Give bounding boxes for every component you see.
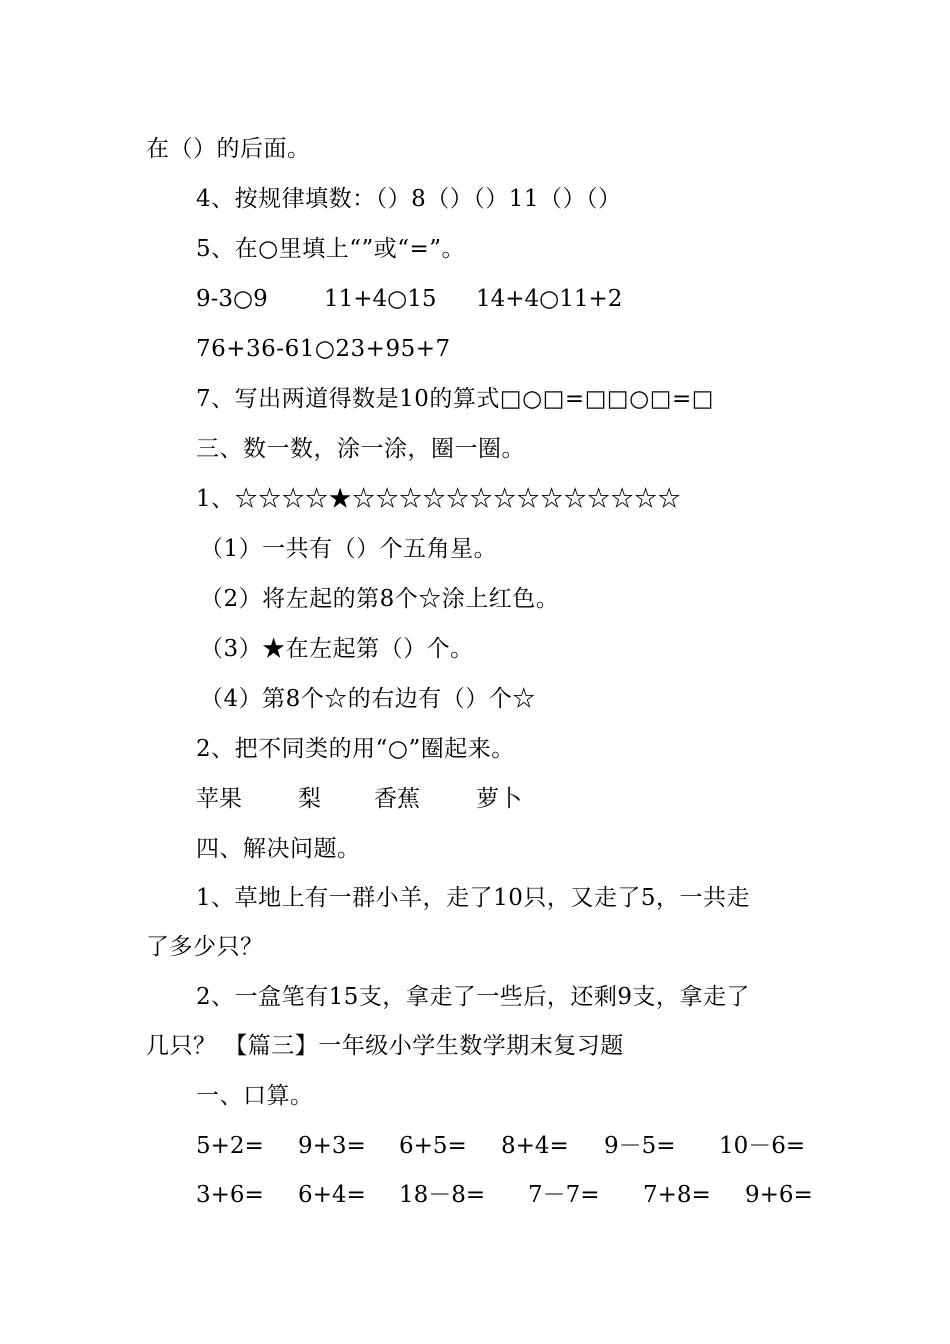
- sub-question: （4）第8个☆的右边有（）个☆: [200, 686, 536, 712]
- section-heading: 一、口算。: [196, 1083, 314, 1109]
- problem-1-continued: 了多少只？: [146, 934, 264, 960]
- word-item: 萝卜: [476, 786, 522, 812]
- section-heading: 四、解决问题。: [196, 836, 361, 862]
- question-2: 2、把不同类的用“○”圈起来。: [196, 736, 515, 762]
- calc-item: 8+4=: [501, 1133, 569, 1159]
- compare-item: 76+36-61○23+95+7: [196, 336, 451, 362]
- sub-question: （2）将左起的第8个☆涂上红色。: [200, 586, 560, 612]
- calc-item: 10－6=: [719, 1133, 806, 1159]
- sub-question: （1）一共有（）个五角星。: [200, 536, 498, 562]
- word-item: 苹果: [196, 786, 242, 812]
- compare-item: 14+4○11+2: [476, 286, 623, 312]
- calc-item: 9+6=: [745, 1182, 813, 1208]
- text-line: 在（）的后面。: [146, 136, 311, 162]
- calc-item: 7+8=: [643, 1182, 711, 1208]
- section-heading: 三、数一数，涂一涂，圈一圈。: [196, 436, 525, 462]
- problem-2-continued: 几只？ 【篇三】一年级小学生数学期末复习题: [146, 1033, 624, 1059]
- question-7: 7、写出两道得数是10的算式□○□=□□○□=□: [196, 386, 714, 412]
- problem-1: 1、草地上有一群小羊，走了10只，又走了5，一共走: [196, 885, 751, 911]
- sub-question: （3）★在左起第（）个。: [200, 636, 474, 662]
- calc-item: 6+5=: [399, 1133, 467, 1159]
- calc-item: 5+2=: [196, 1133, 264, 1159]
- calc-item: 9+3=: [298, 1133, 366, 1159]
- word-item: 梨: [298, 786, 321, 812]
- calc-item: 6+4=: [298, 1182, 366, 1208]
- calc-item: 7－7=: [528, 1182, 600, 1208]
- calc-item: 18－8=: [399, 1182, 486, 1208]
- compare-item: 9-3○9: [196, 286, 268, 312]
- stars-row: 1、☆☆☆☆★☆☆☆☆☆☆☆☆☆☆☆☆☆☆: [196, 486, 682, 512]
- word-item: 香蕉: [374, 786, 420, 812]
- compare-item: 11+4○15: [324, 286, 437, 312]
- calc-item: 9－5=: [604, 1133, 676, 1159]
- question-4: 4、按规律填数：（）8（）（）11（）（）: [196, 186, 622, 212]
- calc-item: 3+6=: [196, 1182, 264, 1208]
- problem-2: 2、一盒笔有15支，拿走了一些后，还剩9支，拿走了: [196, 984, 751, 1010]
- question-5: 5、在○里填上“”或“=”。: [196, 236, 466, 262]
